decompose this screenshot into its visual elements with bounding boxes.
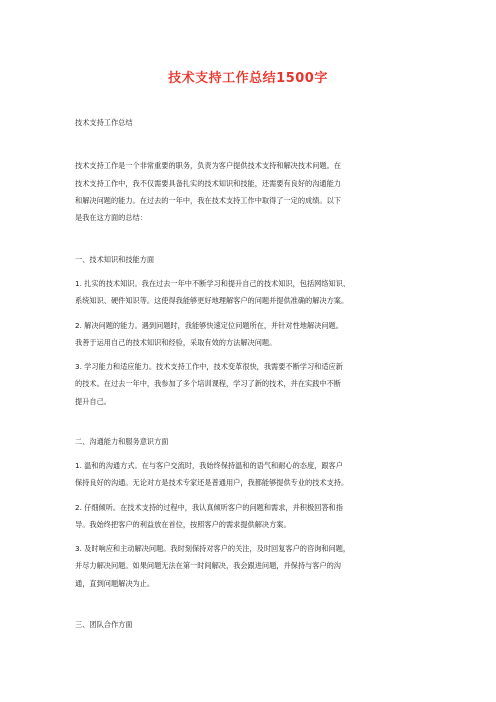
section1-heading: 一、技术知识和技能方面	[75, 255, 155, 264]
section2-item2-line2: 导。我始终把客户的利益放在首位，按照客户的需求提供解决方案。	[75, 520, 291, 529]
section1-item1-line2: 系统知识、硬件知识等。这使得我能够更好地理解客户的问题并提供准确的解决方案。	[75, 296, 349, 305]
section2-item3-line2: 并尽力解决问题。如果问题无法在第一时间解决，我会跟进问题，并保持与客户的沟	[75, 561, 341, 570]
section2-item2-line1: 2. 仔细倾听。在技术支持的过程中，我认真倾听客户的问题和需求，并积极回答和指	[75, 503, 343, 512]
intro-line-1: 技术支持工作是一个非常重要的职务，负责为客户提供技术支持和解决技术问题。在	[75, 161, 341, 170]
section1-item2-line2: 我善于运用自己的技术知识和经验，采取有效的方法解决问题。	[75, 338, 277, 347]
intro-line-3: 和解决问题的能力。在过去的一年中，我在技术支持工作中取得了一定的成绩。以下	[75, 196, 341, 205]
section1-item3-line3: 提升自己。	[75, 397, 111, 406]
document-title: 技术支持工作总结1500字	[168, 71, 328, 86]
intro-line-2: 技术支持工作中，我不仅需要具备扎实的技术知识和技能，还需要有良好的沟通能力	[75, 179, 341, 188]
section1-item3-line2: 的技术。在过去一年中，我参加了多个培训课程，学习了新的技术，并在实践中不断	[75, 379, 341, 388]
section2-heading: 二、沟通能力和服务意识方面	[75, 437, 169, 446]
section1-item2-line1: 2. 解决问题的能力。遇到问题时，我能够快速定位问题所在，并针对性地解决问题。	[75, 321, 343, 330]
section2-item3-line3: 通，直到问题解决为止。	[75, 579, 155, 588]
section1-item1-line1: 1. 扎实的技术知识。我在过去一年中不断学习和提升自己的技术知识，包括网络知识、	[75, 279, 351, 288]
section2-item3-line1: 3. 及时响应和主动解决问题。我时刻保持对客户的关注，及时回复客户的咨询和问题，	[75, 544, 351, 553]
section1-item3-line1: 3. 学习能力和适应能力。技术支持工作中，技术变革很快，我需要不断学习和适应新	[75, 362, 343, 371]
section3-heading: 三、团队合作方面	[75, 620, 133, 629]
section2-item1-line2: 保持良好的沟通。无论对方是技术专家还是普通用户，我都能够提供专业的技术支持。	[75, 478, 349, 487]
document-subtitle: 技术支持工作总结	[75, 118, 133, 127]
section2-item1-line1: 1. 温和的沟通方式。在与客户交流时，我始终保持温和的语气和耐心的态度，跟客户	[75, 461, 343, 470]
intro-line-4: 是我在这方面的总结：	[75, 213, 147, 222]
